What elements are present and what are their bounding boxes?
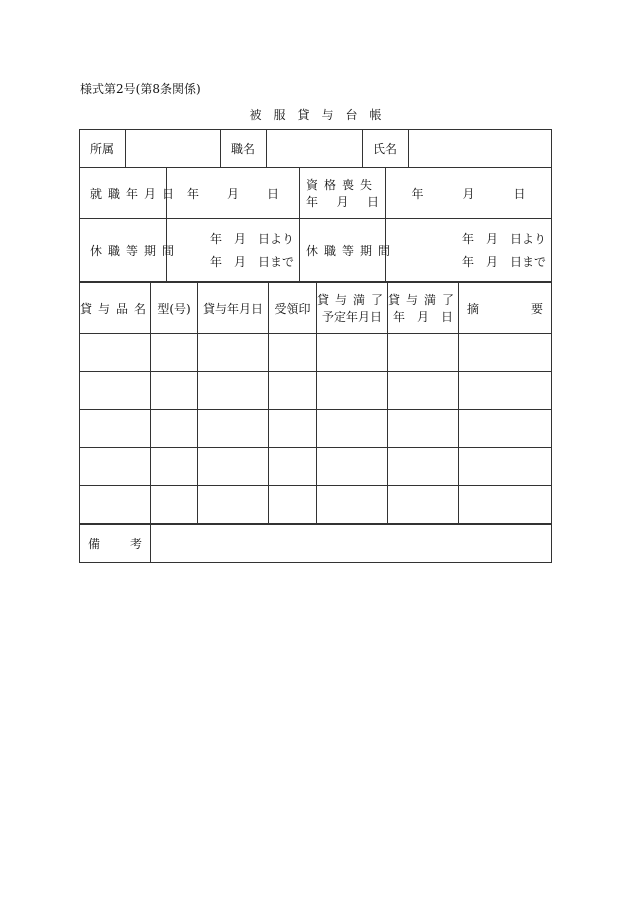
table-cell[interactable] (80, 486, 151, 524)
position-field[interactable] (267, 130, 363, 168)
table-cell[interactable] (80, 448, 151, 486)
header-summary: 摘 要 (459, 283, 552, 334)
table-cell[interactable] (80, 372, 151, 410)
table-cell[interactable] (388, 334, 459, 372)
remarks-table (79, 524, 552, 563)
affiliation-field[interactable] (126, 130, 221, 168)
loss-day-label: 日 (513, 186, 526, 201)
table-cell[interactable] (269, 372, 317, 410)
form-number-label: 様式第2号(第8条関係) (80, 82, 201, 96)
qualification-loss-field[interactable] (386, 168, 552, 219)
position-label: 職名 (221, 130, 267, 168)
employment-year-label: 年 (186, 186, 199, 201)
leave-until-right: 年 月 日まで (461, 255, 546, 269)
leave-period-label-left: 休職等期間 (80, 219, 167, 282)
leave-period-label-right: 休職等期間 (300, 219, 386, 282)
leave-period-field-left[interactable] (167, 219, 300, 282)
table-cell[interactable] (459, 372, 552, 410)
table-row (80, 448, 552, 486)
table-cell[interactable] (80, 410, 151, 448)
table-cell[interactable] (151, 486, 198, 524)
remarks-field[interactable] (151, 525, 552, 563)
header-lend-date: 貸与年月日 (198, 283, 269, 334)
employment-date-field[interactable] (167, 168, 300, 219)
table-cell[interactable] (151, 334, 198, 372)
leave-from-right: 年 月 日より (461, 232, 546, 246)
table-cell[interactable] (317, 410, 388, 448)
table-cell[interactable] (459, 486, 552, 524)
table-cell[interactable] (269, 410, 317, 448)
table-cell[interactable] (80, 334, 151, 372)
table-cell[interactable] (317, 448, 388, 486)
employment-month-label: 月 (226, 186, 239, 201)
table-cell[interactable] (388, 410, 459, 448)
table-cell[interactable] (151, 448, 198, 486)
table-row (80, 486, 552, 524)
table-row (80, 372, 552, 410)
table-cell[interactable] (459, 448, 552, 486)
header-type: 型(号) (151, 283, 198, 334)
table-cell[interactable] (151, 372, 198, 410)
leave-from-left: 年 月 日より (209, 232, 294, 246)
dates-table (79, 167, 552, 282)
name-field[interactable] (409, 130, 552, 168)
table-cell[interactable] (269, 486, 317, 524)
table-cell[interactable] (388, 486, 459, 524)
lending-table (79, 282, 552, 524)
table-cell[interactable] (269, 334, 317, 372)
affiliation-label: 所属 (80, 130, 126, 168)
name-label: 氏名 (363, 130, 409, 168)
table-cell[interactable] (269, 448, 317, 486)
table-cell[interactable] (459, 410, 552, 448)
table-cell[interactable] (198, 486, 269, 524)
header-receipt-seal: 受領印 (269, 283, 317, 334)
leave-period-field-right[interactable] (386, 219, 552, 282)
header-item-name: 貸与品名 (80, 283, 151, 334)
employment-date-label: 就職年月日 (80, 168, 167, 219)
loss-month-label: 月 (462, 186, 475, 201)
table-cell[interactable] (317, 372, 388, 410)
table-cell[interactable] (388, 372, 459, 410)
employment-day-label: 日 (266, 186, 279, 201)
table-cell[interactable] (198, 410, 269, 448)
table-cell[interactable] (459, 334, 552, 372)
loss-year-label: 年 (411, 186, 424, 201)
table-cell[interactable] (151, 410, 198, 448)
remarks-label: 備 考 (80, 525, 151, 563)
table-row (80, 410, 552, 448)
leave-until-left: 年 月 日まで (209, 255, 294, 269)
qualification-loss-label: 資格喪失 年 月 日 (300, 168, 386, 219)
header-expiry-completed: 貸与満了 年 月 日 (388, 283, 459, 334)
table-cell[interactable] (317, 334, 388, 372)
table-row (80, 334, 552, 372)
document-title: 被服貸与台帳 (249, 108, 394, 122)
header-info-table (79, 129, 552, 168)
table-cell[interactable] (388, 448, 459, 486)
table-cell[interactable] (198, 448, 269, 486)
table-cell[interactable] (317, 486, 388, 524)
table-cell[interactable] (198, 372, 269, 410)
lending-rows (80, 334, 552, 524)
table-cell[interactable] (198, 334, 269, 372)
header-expiry-scheduled: 貸与満了 予定年月日 (317, 283, 388, 334)
